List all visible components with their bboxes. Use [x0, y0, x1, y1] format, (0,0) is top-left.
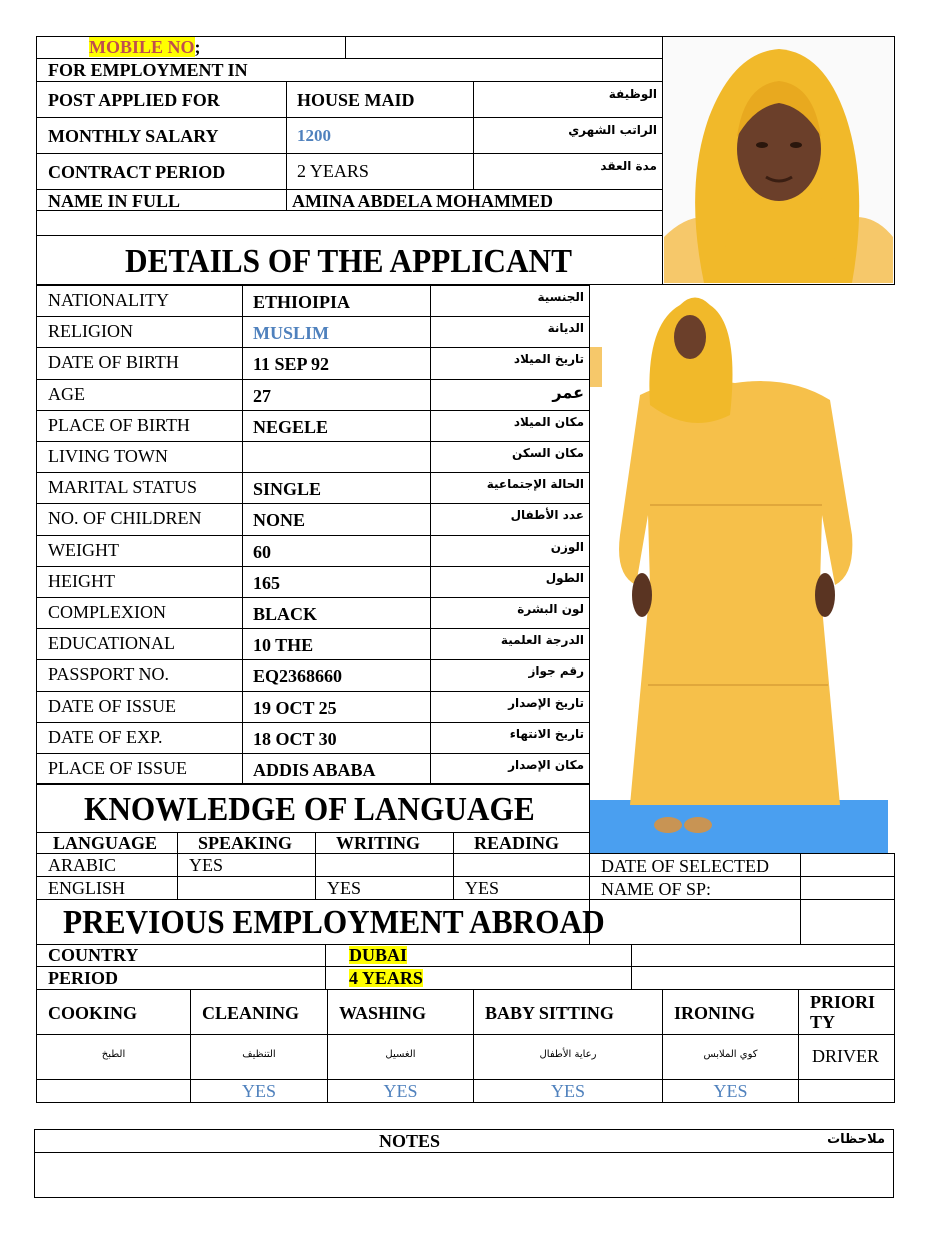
period-extra-cell: [631, 966, 895, 990]
mobile-value-cell: [345, 36, 663, 59]
passport-no-value: EQ2368660: [253, 666, 343, 687]
date-of-birth-value: 11 SEP 92: [253, 354, 330, 375]
lang-english-reading: YES: [465, 878, 500, 898]
skill-cooking-label: COOKING: [48, 1003, 138, 1023]
skill-cleaning-label: CLEANING: [202, 1003, 300, 1023]
sp-value-cell: [800, 876, 895, 900]
lang-header-writing: WRITING: [336, 833, 421, 853]
living-town-label: LIVING TOWN: [48, 446, 168, 466]
place-of-issue-label: PLACE OF ISSUE: [48, 758, 188, 778]
educational-ar: الدرجة العلمية: [500, 633, 584, 648]
selected-label: DATE OF SELECTED: [601, 856, 769, 876]
post-value: HOUSE MAID: [297, 90, 415, 110]
contract-ar: مدة العقد: [600, 159, 657, 173]
skill-cleaning-value: YES: [241, 1081, 276, 1101]
religion-value: MUSLIM: [253, 323, 329, 344]
date-of-issue-label: DATE OF ISSUE: [48, 695, 177, 716]
marital-status-label: MARITAL STATUS: [48, 477, 197, 498]
living-town-ar: مكان السكن: [512, 446, 584, 460]
religion-label: RELIGION: [48, 321, 133, 342]
post-label: POST APPLIED FOR: [48, 90, 220, 110]
lang-header-language: LANGUAGE: [53, 833, 158, 853]
lang-english-name: ENGLISH: [48, 878, 125, 898]
nationality-ar: الجنسية: [537, 290, 584, 304]
skill-ironing-ar: كوي الملابس: [703, 1049, 758, 1060]
date-of-birth-label: DATE OF BIRTH: [48, 352, 179, 373]
skill-cooking-value-cell: [36, 1079, 191, 1103]
skill-ironing-value: YES: [713, 1081, 748, 1101]
lang-header-reading: READING: [474, 833, 560, 853]
religion-ar: الديانة: [547, 321, 584, 336]
country-label: COUNTRY: [48, 945, 139, 965]
no-of-children-value: NONE: [253, 510, 306, 531]
nationality-label: NATIONALITY: [48, 290, 169, 310]
skill-cooking-ar: الطبخ: [101, 1049, 126, 1060]
mobile-label: MOBILE NO: [89, 37, 195, 57]
educational-value: 10 THE: [253, 635, 314, 656]
place-of-birth-value: NEGELE: [253, 416, 329, 437]
place-of-issue-ar: مكان الإصدار: [508, 758, 584, 772]
nationality-value: ETHIOIPIA: [253, 292, 351, 312]
date-of-exp-value: 18 OCT 30: [253, 728, 337, 749]
blank-row: [36, 210, 663, 236]
contract-value: 2 YEARS: [297, 161, 369, 181]
language-title: KNOWLEDGE OF LANGUAGE: [84, 791, 535, 828]
country-value: DUBAI: [349, 945, 408, 965]
height-value: 165: [253, 572, 280, 593]
details-title: DETAILS OF THE APPLICANT: [125, 243, 573, 280]
place-of-birth-label: PLACE OF BIRTH: [48, 414, 190, 435]
place-of-issue-value: ADDIS ABABA: [253, 760, 376, 780]
weight-label: WEIGHT: [48, 539, 119, 560]
post-ar: الوظيفة: [608, 87, 657, 101]
name-label: NAME IN FULL: [48, 191, 181, 211]
marital-status-ar: الحالة الإجتماعية: [486, 477, 584, 492]
no-of-children-ar: عدد الأطفال: [510, 508, 584, 523]
mobile-suffix: ;: [194, 37, 201, 57]
notes-ar: ملاحظات: [827, 1132, 885, 1147]
notes-label: NOTES: [379, 1131, 441, 1151]
selected-value-cell: [800, 853, 895, 877]
height-ar: الطول: [545, 570, 584, 585]
skill-washing-label: WASHING: [339, 1003, 427, 1023]
salary-label: MONTHLY SALARY: [48, 126, 219, 146]
skill-washing-value: YES: [383, 1081, 418, 1101]
height-label: HEIGHT: [48, 570, 115, 591]
skill-baby-sitting-ar: رعاية الأطفال: [539, 1049, 597, 1060]
weight-ar: الوزن: [550, 539, 584, 554]
date-of-birth-ar: تاريخ الميلاد: [513, 352, 584, 367]
salary-ar: الراتب الشهري: [568, 123, 657, 137]
portrait-photo: [664, 37, 893, 283]
sp-label: NAME OF SP:: [601, 879, 712, 899]
date-of-exp-label: DATE OF EXP.: [48, 726, 163, 747]
skill-washing-ar: الغسيل: [385, 1049, 416, 1060]
priority-value: DRIVER: [812, 1046, 879, 1066]
age-label: AGE: [48, 383, 85, 404]
period-value: 4 YEARS: [349, 968, 423, 988]
place-of-birth-ar: مكان الميلاد: [513, 414, 584, 429]
lang-arabic-reading-cell: [453, 853, 590, 877]
previous-title: PREVIOUS EMPLOYMENT ABROAD: [63, 904, 605, 941]
lang-arabic-name: ARABIC: [48, 855, 117, 875]
complexion-ar: لون البشرة: [517, 602, 584, 616]
priority-blank-cell: [798, 1079, 895, 1103]
contract-label: CONTRACT PERIOD: [48, 162, 226, 182]
lang-header-speaking: SPEAKING: [198, 833, 293, 853]
fullbody-photo: [590, 285, 888, 853]
mobile-label-wrap: [89, 38, 201, 56]
living-town-value-cell: [242, 441, 431, 473]
name-value: AMINA ABDELA MOHAMMED: [292, 191, 553, 211]
age-ar: عمر: [552, 382, 584, 402]
complexion-value: BLACK: [253, 604, 318, 624]
lang-arabic-speaking: YES: [189, 855, 224, 875]
lang-english-speaking-cell: [177, 876, 316, 900]
date-of-issue-value: 19 OCT 25: [253, 697, 337, 718]
period-label: PERIOD: [48, 968, 119, 988]
educational-label: EDUCATIONAL: [48, 633, 175, 654]
no-of-children-label: NO. OF CHILDREN: [48, 508, 202, 529]
employment-label: FOR EMPLOYMENT IN: [48, 60, 248, 80]
previous-blank-cell-a: [589, 899, 801, 945]
passport-no-ar: رقم جواز: [528, 664, 584, 679]
priority-label: PRIORI TY: [810, 992, 876, 1032]
skill-baby-sitting-value: YES: [550, 1081, 585, 1101]
skill-cleaning-ar: التنظيف: [242, 1049, 276, 1060]
notes-body-cell: [34, 1152, 894, 1198]
date-of-exp-ar: تاريخ الانتهاء: [509, 726, 584, 741]
lang-english-writing: YES: [327, 878, 362, 898]
notes-header-cell: [34, 1129, 894, 1153]
lang-arabic-writing-cell: [315, 853, 454, 877]
portrait-image: [664, 37, 893, 283]
salary-value: 1200: [297, 126, 331, 145]
country-extra-cell: [631, 944, 895, 967]
passport-no-label: PASSPORT NO.: [48, 664, 169, 685]
marital-status-value: SINGLE: [253, 479, 322, 500]
skill-ironing-label: IRONING: [674, 1003, 756, 1023]
fullbody-image: [590, 285, 888, 853]
weight-value: 60: [253, 541, 271, 562]
age-value: 27: [253, 385, 271, 406]
date-of-issue-ar: تاريخ الإصدار: [508, 695, 584, 710]
complexion-label: COMPLEXION: [48, 602, 167, 622]
previous-blank-cell-b: [800, 899, 895, 945]
skill-baby-sitting-label: BABY SITTING: [485, 1003, 614, 1023]
